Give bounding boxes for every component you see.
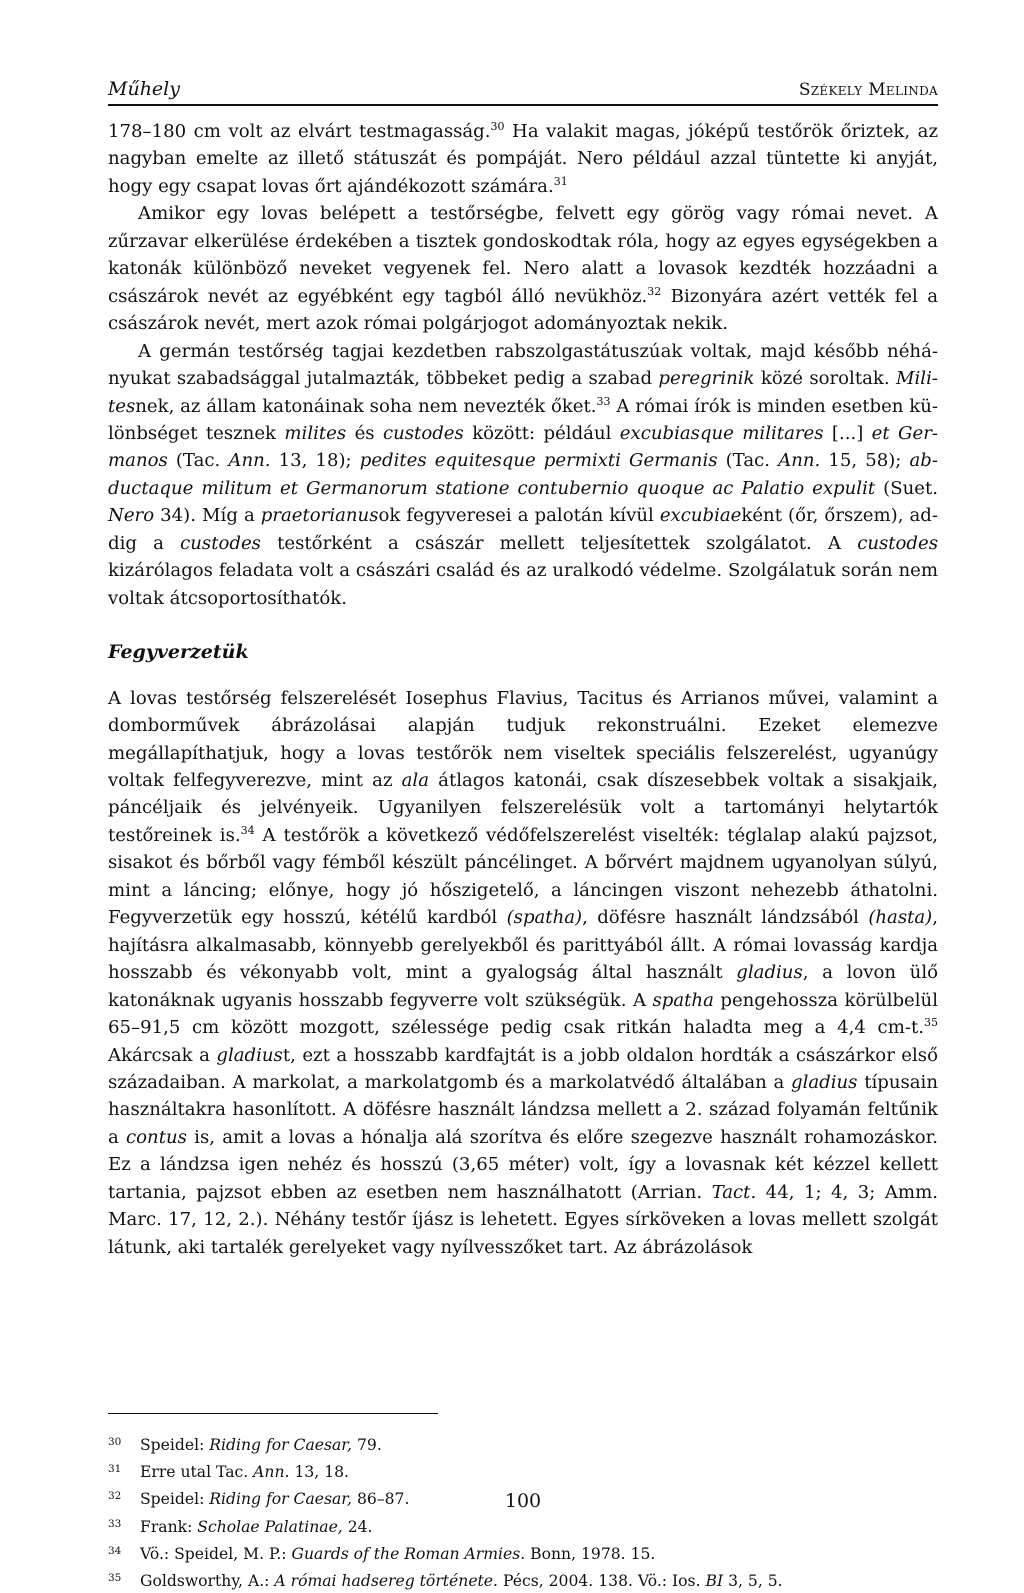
paragraph-group-section [108,685,938,1262]
running-header [108,74,938,106]
footnote-number: 34 [108,1544,122,1557]
paragraph: Amikor egy lovas belépett a testőrségbe, felvett egy görög vagy római nevet. A zűrzavar elkerülése érdekében a tisztek gondoskodtak róla, hogy az egyes egységekben a katonák különböző neveket vegyenek fel. Nero alatt a lovasok kezdték hozzáadni a császárok nevét az egyébként egy tagból álló nevükhöz.$^{32}$ Bizonyára azért vették fel a császárok nevét, mert azok római polgárjogot adományoztak nekik. [108,203,939,335]
section-title: Fegyverzetük [108,641,249,664]
footnote-text: Vö.: Speidel, M. P.: Guards of the Roman Armies. Bonn, 1978. 15. [140,1544,656,1563]
paragraph: 178–180 cm volt az elvárt testmagasság.$^{30}$ Ha valakit magas, jóképű testőrök őriztek, az nagyban emelte az illető státuszát és pompáját. Nero például azzal tüntette ki anyját, hogy egy csapat lovas őrt ajándékozott számára.$^{31}$ [108,119,938,197]
footnote [108,1512,938,1539]
footnote-number: 30 [108,1436,122,1448]
footnote [108,1430,938,1457]
footnote-number: 33 [108,1517,122,1530]
footnote [108,1457,938,1484]
body-text [108,118,938,1261]
footnote-text: Erre utal Tac. Ann. 13, 18. [140,1463,349,1482]
page-number: 100 [504,1490,542,1512]
footnote-number: 31 [108,1463,122,1476]
paragraph: A germán testőrség tagjai kezdetben rabszolgastátuszúak voltak, majd később néhányukat szabadsággal jutalmazták, többeket pedig a szabad peregrinik közé soroltak. Militesnek, az állam katonáinak soha nem nevezték őket.$^{33}$ A római írók is minden esetben különbséget tesznek milites és custodes között: például excubiasque militares [...] et Germanos (Tac. Ann. 13, 18); pedites equitesque permixti Germanis (Tac. Ann. 15, 58); abductaque militum et Germanorum statione contubernio quoque ac Palatio expulit (Suet. Nero 34). Míg a praetorianusok fegyveresei a palotán kívül excubiaeként (őr, őrszem), addig a custodes testőrként a császár mellett teljesítettek szolgálatot. A custodes kizárólagos feladata volt a császári család és az uralkodó védelme. Szolgálatuk során nem voltak átcsoportosíthatók. [108,340,939,609]
footnote-number: 32 [108,1490,122,1503]
footnote [108,1566,938,1593]
header-author-name: Székely Melinda [798,80,938,100]
paragraph: A lovas testőrség felszerelését Iosephus Flavius, Tacitus és Arrianos művei, valamint a domborművek ábrázolásai alapján tudjuk rekonstruálni. Ezeket elemezve megállapíthatjuk, hogy a lovas testőrök nem viseltek speciális felszerelést, ugyanúgy voltak felfegyverezve, mint az ala átlagos katonái, csak díszesebbek voltak a sisakjaik, páncéljaik és jelvényeik. Ugyanilyen felszerelésük volt a tartományi helytartók testőreinek is.$^{34}$ A testőrök a következő védőfelszerelést viselték: téglalap alakú pajzsot, sisakot és bőrből vagy fémből készült páncélinget. A bőrvért majdnem ugyanolyan súlyú, mint a láncing; előnye, hogy jó hőszigetelő, a láncingen viszont nehezebb áthatolni. Fegyverzetük egy hosszú, kétélű kardból (spatha), döfésre használt lándzsából (hasta), hajításra alkalmasabb, könnyebb gerelyekből és parittyából állt. A római lovasság kardja hosszabb és vékonyabb volt, mint a gyalogság által használt gladius, a lovon ülő katonáknak ugyanis hosszabb fegyverre volt szükségük. A spatha pengehossza körülbelül 65–91,5 cm között mozgott, szélessége pedig csak ritkán haladta meg a 4,4 cm-t.$^{35}$ Akárcsak a gladiust, ezt a hosszabb kardfajtát is a jobb oldalon hordták a császárkor első századaiban. A markolat, a markolatgomb és a markolatvédő általában a gladius típusain használtakra hasonlított. A döfésre használt lándzsa mellett a 2. század folyamán feltűnik a contus is, amit a lovas a hónalja alá szorítva és előre szegezve használt rohamozáskor. Ez a lándzsa igen nehéz és hosszú (3,65 méter) volt, így a lovasnak két kézzel kellett tartania, pajzsot ebben az esetben nem használhatott (Arrian. Tact. 44, 1; 4, 3; Amm. Marc. 17, 12, 2.). Néhány testőr íjász is lehetett. Egyes sírköveken a lovas mellett szolgát látunk, aki tartalék gerelyeket vagy nyílvesszőket tart. Az ábrázolások [108,687,939,1258]
footnote-text: Goldsworthy, A.: A római hadsereg története. Pécs, 2004. 138. Vö.: Ios. BI 3, 5, 5. [140,1572,783,1591]
footnote-separator [108,1413,438,1414]
paragraph-group-intro [108,118,938,612]
footnote-text: Speidel: Riding for Caesar, 86–87. [140,1490,410,1509]
footnote [108,1539,938,1566]
footnote-text: Speidel: Riding for Caesar, 79. [140,1436,382,1454]
footnote-text: Frank: Scholae Palatinae, 24. [140,1517,373,1536]
footnote-number: 35 [108,1572,122,1585]
header-section-name: Műhely [108,78,180,100]
